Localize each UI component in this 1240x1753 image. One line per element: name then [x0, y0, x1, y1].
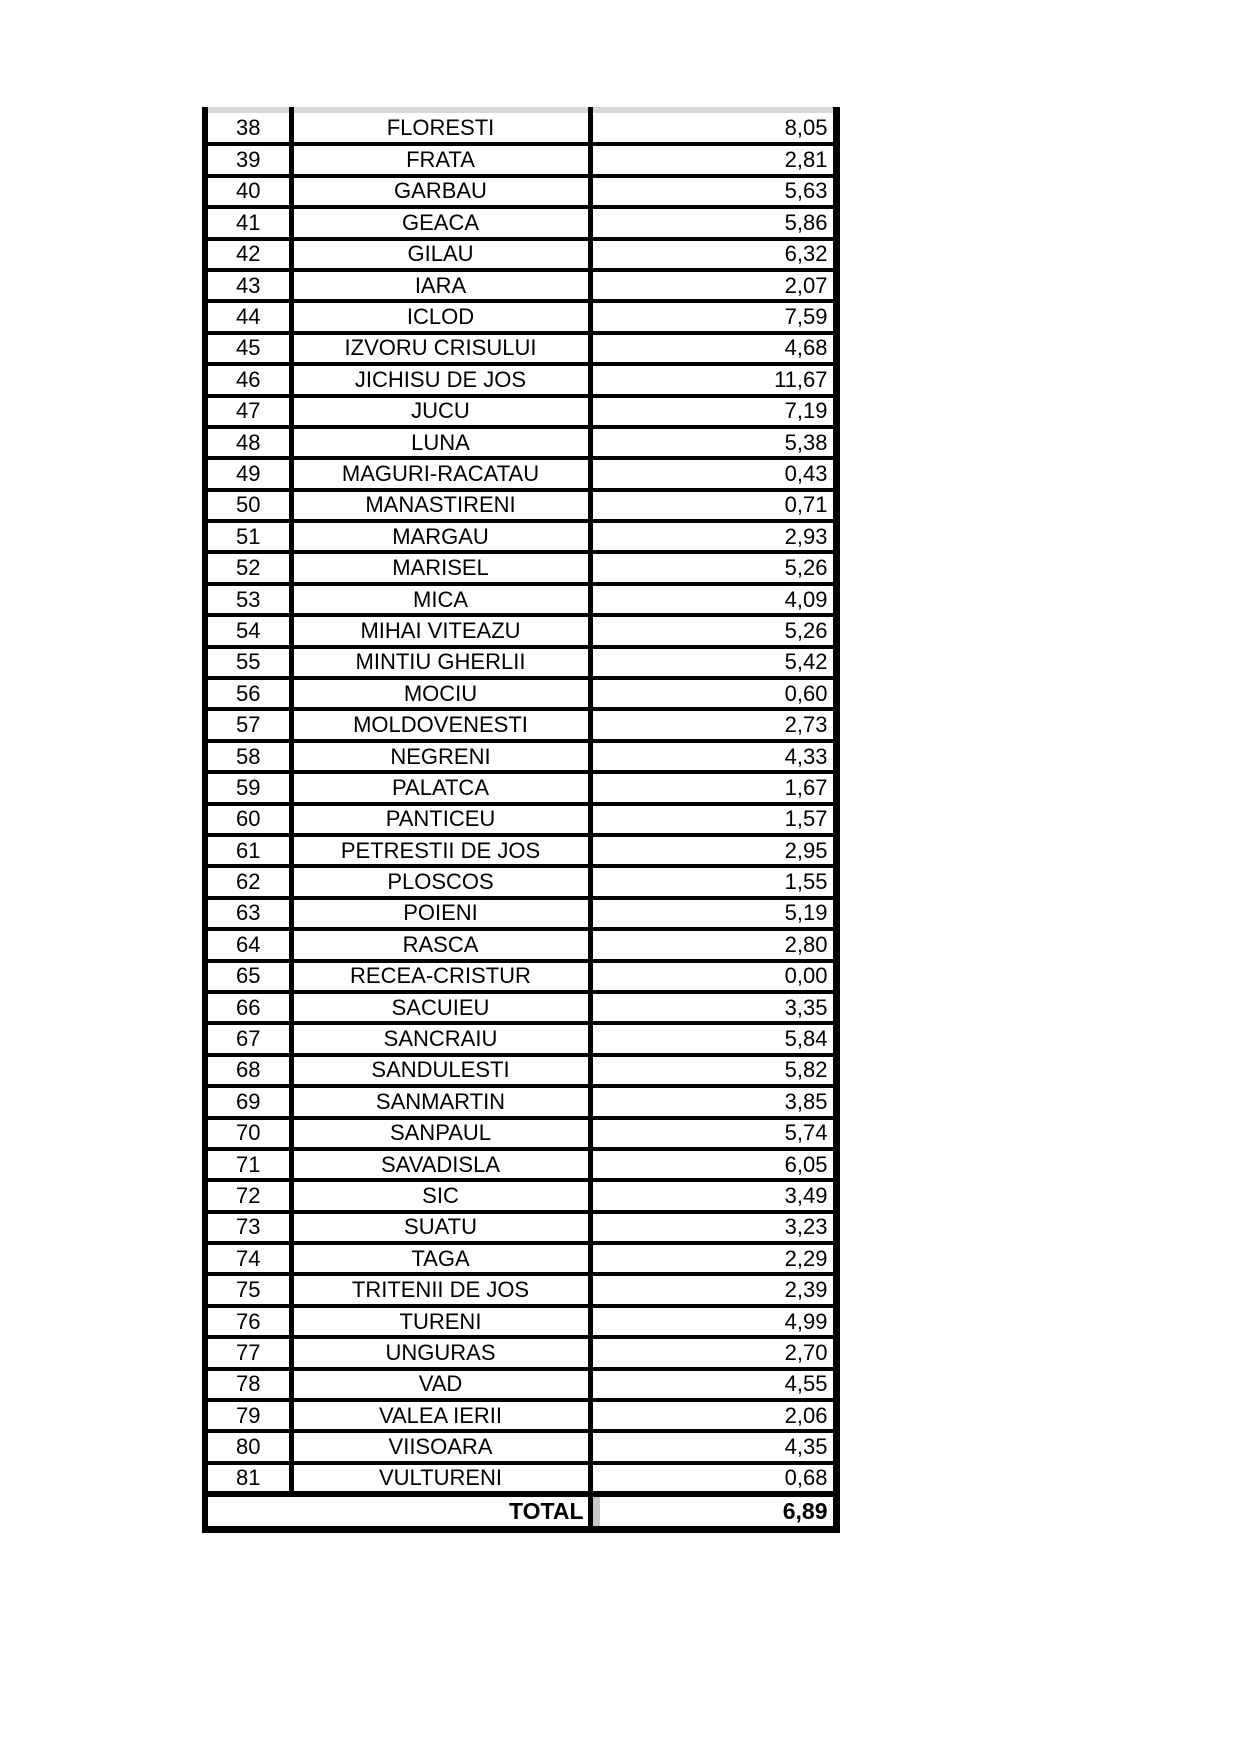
value-cell: 3,35 [590, 992, 836, 1023]
row-number-cell: 75 [205, 1274, 291, 1305]
table-row [205, 835, 836, 866]
row-number-cell: 59 [205, 772, 291, 803]
value-cell: 4,99 [590, 1306, 836, 1337]
table-row [205, 1431, 836, 1462]
table-row [205, 1055, 836, 1086]
value-cell: 5,38 [590, 427, 836, 458]
table-row [205, 1463, 836, 1494]
row-number-cell: 56 [205, 678, 291, 709]
row-number-cell: 55 [205, 647, 291, 678]
row-number-cell: 69 [205, 1086, 291, 1117]
row-number-cell: 80 [205, 1431, 291, 1462]
row-number-cell: 48 [205, 427, 291, 458]
value-cell: 2,73 [590, 709, 836, 740]
value-cell: 7,59 [590, 301, 836, 332]
row-number-cell: 42 [205, 239, 291, 270]
locality-name-cell: MAGURI-RACATAU [291, 458, 590, 489]
value-cell: 5,74 [590, 1118, 836, 1149]
locality-name-cell: MIHAI VITEAZU [291, 615, 590, 646]
locality-name-cell: SANDULESTI [291, 1055, 590, 1086]
row-number-cell: 71 [205, 1149, 291, 1180]
table-row [205, 396, 836, 427]
value-cell: 5,86 [590, 207, 836, 238]
row-number-cell: 51 [205, 521, 291, 552]
table-row [205, 239, 836, 270]
row-number-cell: 39 [205, 144, 291, 175]
locality-name-cell: FRATA [291, 144, 590, 175]
locality-name-cell: GEACA [291, 207, 590, 238]
locality-name-cell: GILAU [291, 239, 590, 270]
table-row [205, 113, 836, 144]
table-row [205, 270, 836, 301]
row-number-cell: 81 [205, 1463, 291, 1494]
locality-name-cell: LUNA [291, 427, 590, 458]
row-number-cell: 62 [205, 866, 291, 897]
locality-name-cell: VIISOARA [291, 1431, 590, 1462]
table-row [205, 898, 836, 929]
value-cell: 3,49 [590, 1180, 836, 1211]
table-row [205, 1243, 836, 1274]
table-row [205, 647, 836, 678]
value-cell: 2,39 [590, 1274, 836, 1305]
locality-name-cell: TRITENII DE JOS [291, 1274, 590, 1305]
table-row [205, 207, 836, 238]
table-row [205, 1149, 836, 1180]
row-number-cell: 64 [205, 929, 291, 960]
row-number-cell: 50 [205, 490, 291, 521]
table-row [205, 458, 836, 489]
locality-name-cell: ICLOD [291, 301, 590, 332]
value-cell: 0,43 [590, 458, 836, 489]
value-cell: 0,71 [590, 490, 836, 521]
table-row [205, 552, 836, 583]
row-number-cell: 77 [205, 1337, 291, 1368]
value-cell: 2,07 [590, 270, 836, 301]
value-cell: 4,33 [590, 741, 836, 772]
value-cell: 5,42 [590, 647, 836, 678]
value-cell: 0,00 [590, 961, 836, 992]
row-number-cell: 67 [205, 1023, 291, 1054]
row-number-cell: 79 [205, 1400, 291, 1431]
table-row [205, 1337, 836, 1368]
locality-name-cell: IZVORU CRISULUI [291, 333, 590, 364]
row-number-cell: 41 [205, 207, 291, 238]
value-cell: 3,85 [590, 1086, 836, 1117]
locality-name-cell: PALATCA [291, 772, 590, 803]
value-cell: 2,70 [590, 1337, 836, 1368]
row-number-cell: 54 [205, 615, 291, 646]
table-row [205, 144, 836, 175]
locality-name-cell: IARA [291, 270, 590, 301]
locality-name-cell: MOLDOVENESTI [291, 709, 590, 740]
table-row [205, 929, 836, 960]
table-row [205, 615, 836, 646]
value-cell: 2,81 [590, 144, 836, 175]
total-label: TOTAL [205, 1494, 590, 1529]
table-row [205, 427, 836, 458]
table-row [205, 584, 836, 615]
value-cell: 4,68 [590, 333, 836, 364]
value-cell: 6,32 [590, 239, 836, 270]
locality-name-cell: MICA [291, 584, 590, 615]
value-cell: 2,06 [590, 1400, 836, 1431]
value-cell: 5,63 [590, 176, 836, 207]
locality-name-cell: SAVADISLA [291, 1149, 590, 1180]
locality-name-cell: SACUIEU [291, 992, 590, 1023]
row-number-cell: 63 [205, 898, 291, 929]
row-number-cell: 70 [205, 1118, 291, 1149]
row-number-cell: 57 [205, 709, 291, 740]
table-row [205, 176, 836, 207]
value-cell: 2,80 [590, 929, 836, 960]
value-cell: 3,23 [590, 1212, 836, 1243]
locality-name-cell: SANPAUL [291, 1118, 590, 1149]
table-row [205, 772, 836, 803]
locality-name-cell: GARBAU [291, 176, 590, 207]
total-row [205, 1494, 836, 1529]
value-cell: 11,67 [590, 364, 836, 395]
locality-name-cell: JICHISU DE JOS [291, 364, 590, 395]
row-number-cell: 40 [205, 176, 291, 207]
row-number-cell: 45 [205, 333, 291, 364]
table-row [205, 1118, 836, 1149]
value-cell: 1,67 [590, 772, 836, 803]
table-row [205, 804, 836, 835]
row-number-cell: 72 [205, 1180, 291, 1211]
value-cell: 1,55 [590, 866, 836, 897]
locality-name-cell: VULTURENI [291, 1463, 590, 1494]
locality-name-cell: TAGA [291, 1243, 590, 1274]
value-cell: 1,57 [590, 804, 836, 835]
table-row [205, 1180, 836, 1211]
value-cell: 4,35 [590, 1431, 836, 1462]
table-row [205, 301, 836, 332]
value-cell: 7,19 [590, 396, 836, 427]
locality-name-cell: RASCA [291, 929, 590, 960]
value-cell: 5,84 [590, 1023, 836, 1054]
row-number-cell: 74 [205, 1243, 291, 1274]
row-number-cell: 53 [205, 584, 291, 615]
locality-name-cell: MANASTIRENI [291, 490, 590, 521]
value-cell: 0,68 [590, 1463, 836, 1494]
row-number-cell: 60 [205, 804, 291, 835]
locality-name-cell: PANTICEU [291, 804, 590, 835]
locality-name-cell: VALEA IERII [291, 1400, 590, 1431]
value-cell: 8,05 [590, 113, 836, 144]
value-cell: 4,55 [590, 1369, 836, 1400]
locality-name-cell: MOCIU [291, 678, 590, 709]
row-number-cell: 68 [205, 1055, 291, 1086]
locality-name-cell: JUCU [291, 396, 590, 427]
row-number-cell: 61 [205, 835, 291, 866]
table-row [205, 992, 836, 1023]
locality-name-cell: SUATU [291, 1212, 590, 1243]
table-row [205, 364, 836, 395]
row-number-cell: 76 [205, 1306, 291, 1337]
row-number-cell: 43 [205, 270, 291, 301]
locality-name-cell: MARISEL [291, 552, 590, 583]
value-cell: 5,26 [590, 615, 836, 646]
locality-name-cell: MARGAU [291, 521, 590, 552]
table-row [205, 1212, 836, 1243]
row-number-cell: 46 [205, 364, 291, 395]
locality-name-cell: POIENI [291, 898, 590, 929]
locality-name-cell: PLOSCOS [291, 866, 590, 897]
value-cell: 5,82 [590, 1055, 836, 1086]
row-number-cell: 66 [205, 992, 291, 1023]
table-row [205, 1023, 836, 1054]
row-number-cell: 44 [205, 301, 291, 332]
value-cell: 6,05 [590, 1149, 836, 1180]
row-number-cell: 58 [205, 741, 291, 772]
locality-name-cell: SANCRAIU [291, 1023, 590, 1054]
table-row [205, 1274, 836, 1305]
table-row [205, 1400, 836, 1431]
table-row [205, 1306, 836, 1337]
locality-value-table [202, 107, 840, 1533]
table-row [205, 678, 836, 709]
value-cell: 4,09 [590, 584, 836, 615]
value-cell: 0,60 [590, 678, 836, 709]
locality-name-cell: TURENI [291, 1306, 590, 1337]
locality-name-cell: UNGURAS [291, 1337, 590, 1368]
row-number-cell: 65 [205, 961, 291, 992]
locality-name-cell: MINTIU GHERLII [291, 647, 590, 678]
row-number-cell: 47 [205, 396, 291, 427]
total-value: 6,89 [590, 1494, 836, 1529]
table-row [205, 741, 836, 772]
value-cell: 2,93 [590, 521, 836, 552]
locality-name-cell: FLORESTI [291, 113, 590, 144]
table-row [205, 961, 836, 992]
row-number-cell: 78 [205, 1369, 291, 1400]
table-row [205, 1086, 836, 1117]
row-number-cell: 49 [205, 458, 291, 489]
value-cell: 2,95 [590, 835, 836, 866]
locality-name-cell: PETRESTII DE JOS [291, 835, 590, 866]
row-number-cell: 73 [205, 1212, 291, 1243]
locality-name-cell: RECEA-CRISTUR [291, 961, 590, 992]
value-cell: 5,26 [590, 552, 836, 583]
locality-name-cell: SANMARTIN [291, 1086, 590, 1117]
row-number-cell: 38 [205, 113, 291, 144]
table-row [205, 1369, 836, 1400]
value-cell: 5,19 [590, 898, 836, 929]
row-number-cell: 52 [205, 552, 291, 583]
table-row [205, 333, 836, 364]
table-row [205, 490, 836, 521]
locality-name-cell: VAD [291, 1369, 590, 1400]
table-row [205, 709, 836, 740]
table-row [205, 521, 836, 552]
locality-name-cell: NEGRENI [291, 741, 590, 772]
value-cell: 2,29 [590, 1243, 836, 1274]
locality-name-cell: SIC [291, 1180, 590, 1211]
table-row [205, 866, 836, 897]
